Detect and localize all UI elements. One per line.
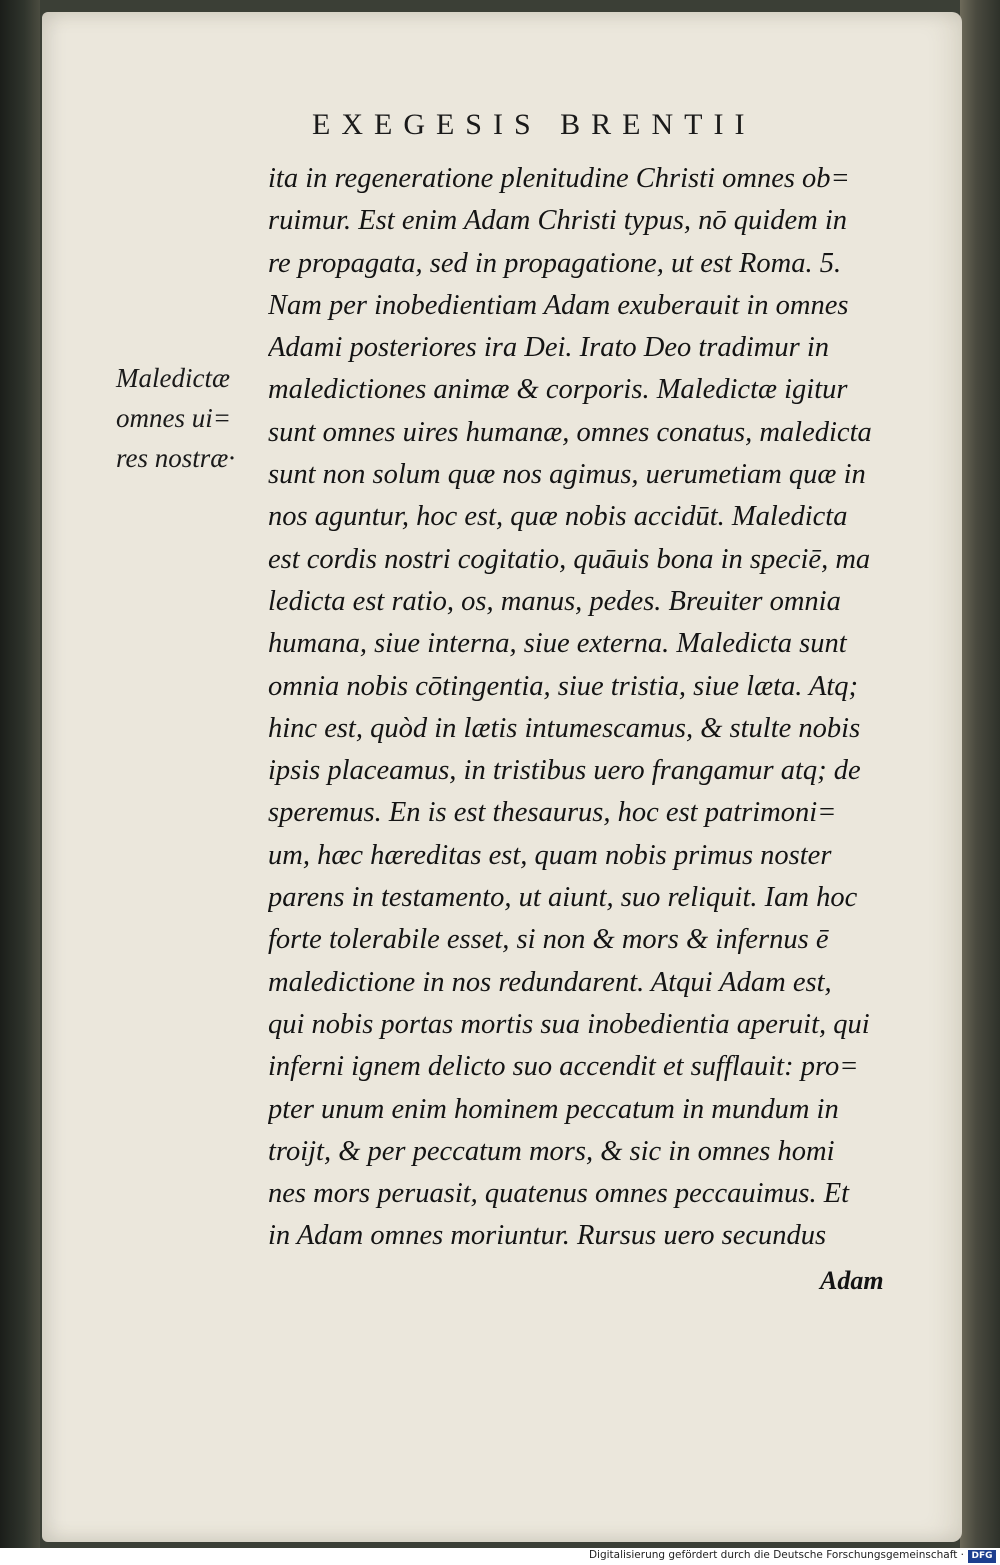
book-binding-right — [960, 0, 1000, 1565]
text-line: omnia nobis cōtingentia, siue tristia, siue læta. Atq; — [268, 670, 859, 702]
text-line: sunt non solum quæ nos agimus, uerumetiam quæ in — [268, 459, 866, 491]
text-line: ledicta est ratio, os, manus, pedes. Breuiter omnia — [268, 585, 841, 617]
margin-note-line: Maledictæ — [116, 363, 230, 393]
book-binding-left — [0, 0, 40, 1565]
text-line: maledictiones animæ & corporis. Maledictæ igitur — [268, 374, 848, 406]
text-line: est cordis nostri cogitatio, quāuis bona in speciē, ma — [268, 543, 871, 575]
text-line: inferni ignem delicto suo accendit et sufflauit: pro= — [268, 1051, 859, 1083]
text-line: parens in testamento, ut aiunt, suo reliquit. Iam hoc — [268, 882, 858, 914]
text-line: ipsis placeamus, in tristibus uero frangamur atq; de — [268, 755, 861, 787]
text-line: forte tolerabile esset, si non & mors & infernus ē — [268, 924, 829, 956]
catchword: Adam — [820, 1266, 884, 1295]
text-line: nos aguntur, hoc est, quæ nobis accidūt. Maledicta — [268, 501, 848, 533]
margin-note-line: omnes ui= — [116, 403, 231, 433]
margin-note — [116, 358, 266, 478]
funding-credit: Digitalisierung gefördert durch die Deutsche Forschungsgemeinschaft · — [588, 1549, 964, 1561]
text-line: um, hæc hæreditas est, quam nobis primus noster — [268, 839, 832, 871]
text-line: ita in regeneratione plenitudine Christi omnes ob= — [268, 163, 850, 194]
text-line: speremus. En is est thesaurus, hoc est patrimoni= — [268, 797, 837, 829]
body-text — [268, 158, 908, 1258]
margin-note-line: res nostræ· — [116, 443, 236, 473]
text-line: ruimur. Est enim Adam Christi typus, nō quidem in — [268, 205, 847, 237]
text-line: Nam per inobedientiam Adam exuberauit in omnes — [268, 289, 849, 321]
running-head: EXEGESIS BRENTII — [312, 108, 756, 141]
text-line: Adami posteriores ira Dei. Irato Deo tradimur in — [268, 332, 830, 364]
text-line: qui nobis portas mortis sua inobedientia aperuit, qui — [268, 1008, 870, 1040]
text-line: troijt, & per peccatum mors, & sic in omnes homi — [268, 1135, 835, 1167]
dfg-logo: DFG — [968, 1550, 996, 1563]
text-line: sunt omnes uires humanæ, omnes conatus, maledicta — [268, 416, 872, 448]
text-line: maledictione in nos redundarent. Atqui Adam est, — [268, 966, 832, 998]
text-line: humana, siue interna, siue externa. Maledicta sunt — [268, 628, 847, 660]
text-line: pter unum enim hominem peccatum in mundum in — [268, 1093, 839, 1125]
text-line: hinc est, quòd in lætis intumescamus, & stulte nobis — [268, 712, 861, 744]
text-line: re propagata, sed in propagatione, ut est Roma. 5. — [268, 247, 842, 279]
text-line: in Adam omnes moriuntur. Rursus uero secundus — [268, 1220, 827, 1252]
text-line: nes mors peruasit, quatenus omnes peccauimus. Et — [268, 1178, 850, 1210]
